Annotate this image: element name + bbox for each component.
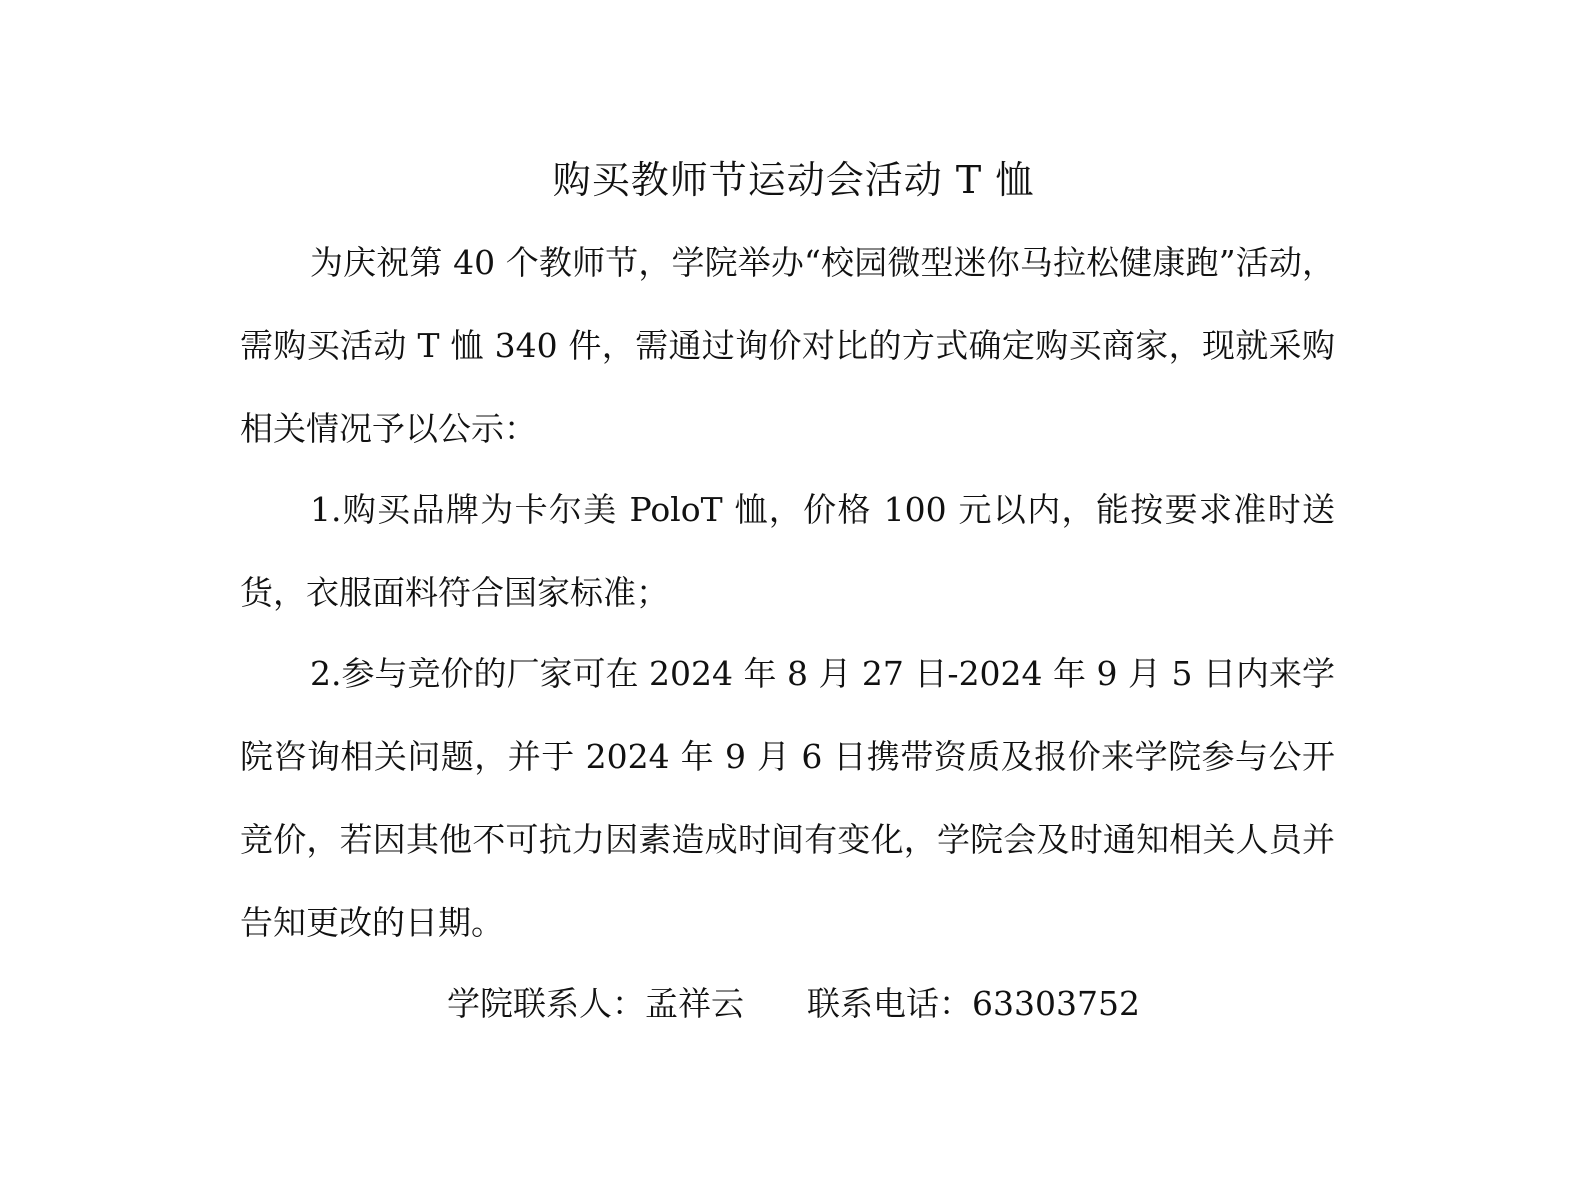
contact-phone-number: 63303752 [971, 984, 1140, 1023]
paragraph-intro: 为庆祝第 40 个教师节，学院举办“校园微型迷你马拉松健康跑”活动，需购买活动 T 恤 340 件，需通过询价对比的方式确定购买商家，现就采购相关情况予以公示： [240, 243, 1335, 448]
paragraph-item-1: 1.购买品牌为卡尔美 PoloT 恤，价格 100 元以内，能按要求准时送货，衣服面料符合国家标准； [240, 490, 1335, 612]
contact-person-label: 学院联系人： [447, 984, 646, 1023]
contact-person-name: 孟祥云 [645, 984, 745, 1023]
contact-line [0, 974, 1587, 1034]
contact-phone-label: 联系电话： [806, 984, 972, 1023]
paragraph-item-2: 2.参与竞价的厂家可在 2024 年 8 月 27 日-2024 年 9 月 5 日内来学院咨询相关问题，并于 2024 年 9 月 6 日携带资质及报价来学院参与公开竞价，若因其他不可抗力因素造成时间有变化，学院会及时通知相关人员并告知更改的日期。 [240, 654, 1335, 942]
contact-spacer [744, 984, 807, 1023]
document-title: 购买教师节运动会活动 T 恤 [552, 158, 1035, 202]
